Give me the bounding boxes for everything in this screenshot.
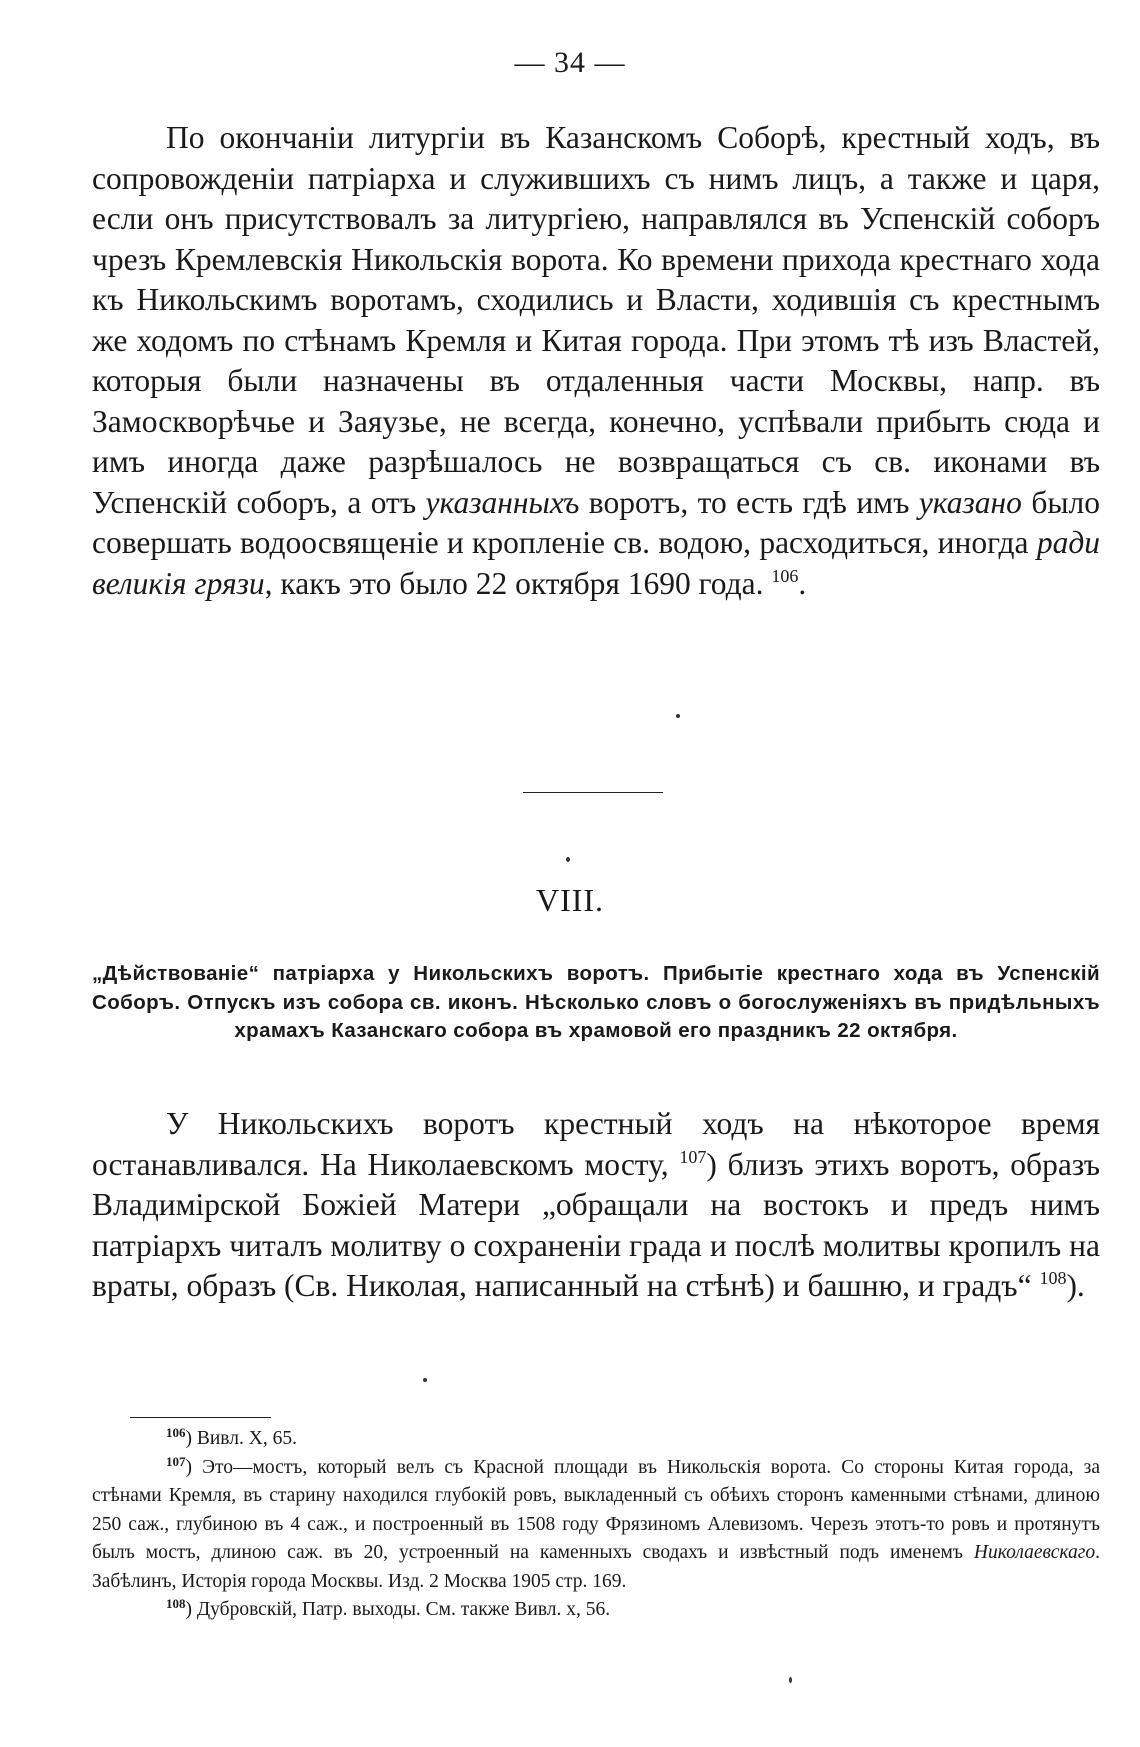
paragraph-text: У Никольскихъ воротъ крестный ходъ на нѣкоторое время останавливался. На Николаевскомъ мосту,	[92, 1106, 1100, 1182]
paragraph-text: воротъ, то есть гдѣ имъ	[579, 484, 919, 520]
footnote-mark: 107	[166, 1453, 186, 1469]
footnote-text: ) Дубровскій, Патр. выходы. См. также Вивл. x, 56.	[185, 1599, 611, 1620]
footnote-106	[92, 1425, 1100, 1454]
italic-phrase: указанныхъ	[425, 484, 580, 520]
print-speck	[423, 1378, 427, 1382]
footnote-text: ) Вивл. X, 65.	[185, 1428, 297, 1449]
paragraph-text: ) близъ этихъ воротъ, образъ Владимірской Божіей Матери „обращали на востокъ и предъ нимъ патріархъ читалъ молитву о сохраненіи града и послѣ молитвы кропилъ на враты, образъ (Св. Николая, написанный на стѣнѣ) и башню, и градъ“	[92, 1146, 1101, 1303]
footnote-italic: Николаевскаго	[973, 1542, 1096, 1563]
footnote-reference[interactable]: 108	[1039, 1268, 1067, 1288]
footnote-text: . Забѣлинъ, Исторія города Москвы. Изд. 2 Москва 1905 стр. 169.	[92, 1542, 1100, 1592]
footnote-reference[interactable]: 106	[771, 565, 799, 586]
paragraph-procession	[92, 118, 1100, 604]
footnote-108	[92, 1596, 1100, 1625]
footnote-107	[92, 1454, 1100, 1597]
paragraph-text: ).	[1066, 1268, 1085, 1303]
footnote-mark: 106	[166, 1425, 186, 1440]
paragraph-text: .	[798, 565, 807, 601]
paragraph-text: было совершать водоосвященіе и кропленіе св. водою, расходиться, иногда	[92, 484, 1100, 560]
paragraph-text: По окончаніи литургіи въ Казанскомъ Соборѣ, крестный ходъ, въ сопровожденіи патріарха и служившихъ съ нимъ лицъ, а также и царя, если онъ присутствовалъ за литургіею, направлялся въ Успенскій соборъ чрезъ Кремлевскія Никольскія ворота. Ко времени прихода крестнаго хода къ Никольскимъ воротамъ, сходились и Власти, ходившія съ крестнымъ же ходомъ по стѣнамъ Кремля и Китая города. При этомъ тѣ изъ Властей, которыя были назначены въ отдаленныя части Москвы, напр. въ Замоскворѣчье и Заяузье, не всегда, конечно, успѣвали прибыть сюда и имъ иногда даже разрѣшалось не возвращаться съ св. иконами въ Успенскій соборъ, а отъ	[92, 120, 1100, 520]
italic-phrase: указано	[918, 484, 1022, 520]
footnote-mark: 108	[166, 1596, 186, 1611]
chapter-number: VIII.	[535, 882, 605, 918]
footnote-divider	[130, 1417, 271, 1418]
page-number: — 34 —	[514, 46, 626, 79]
italic-phrase: ради великія грязи	[92, 525, 1100, 601]
footnotes	[92, 1425, 1100, 1625]
footnote-reference[interactable]: 107	[679, 1146, 707, 1167]
paragraph-nikolsky-gate	[92, 1104, 1100, 1307]
footnote-text: ) Это—мостъ, который велъ съ Красной площади въ Никольскія ворота. Со стороны Китая города, за стѣнами Кремля, въ старину находился глубокій ровъ, выкладенный съ обѣихъ сторонъ каменными стѣнами, длиною 250 саж., глубиною въ 4 саж., и построенный въ 1508 году Фрязиномъ Алевизомъ. Черезъ этотъ-то ровъ и протянутъ былъ мостъ, длиною саж. въ 20, устроенный на каменныхъ сводахъ и извѣстный подъ именемъ	[92, 1456, 1100, 1563]
print-speck	[566, 857, 570, 862]
paragraph-text: , какъ это было 22 октября 1690 года.	[264, 565, 772, 601]
section-divider	[523, 792, 663, 793]
chapter-summary: „Дѣйствованіе“ патріарха у Никольскихъ воротъ. Прибытіе крестнаго хода въ Успенскій Соборъ. Отпускъ изъ собора св. иконъ. Нѣсколько словъ о богослуженіяхъ въ придѣльныхъ храмахъ Казанскаго собора въ храмовой его праздникъ 22 октября.	[92, 962, 1100, 1042]
print-speck	[789, 1677, 792, 1683]
print-speck	[676, 714, 680, 718]
